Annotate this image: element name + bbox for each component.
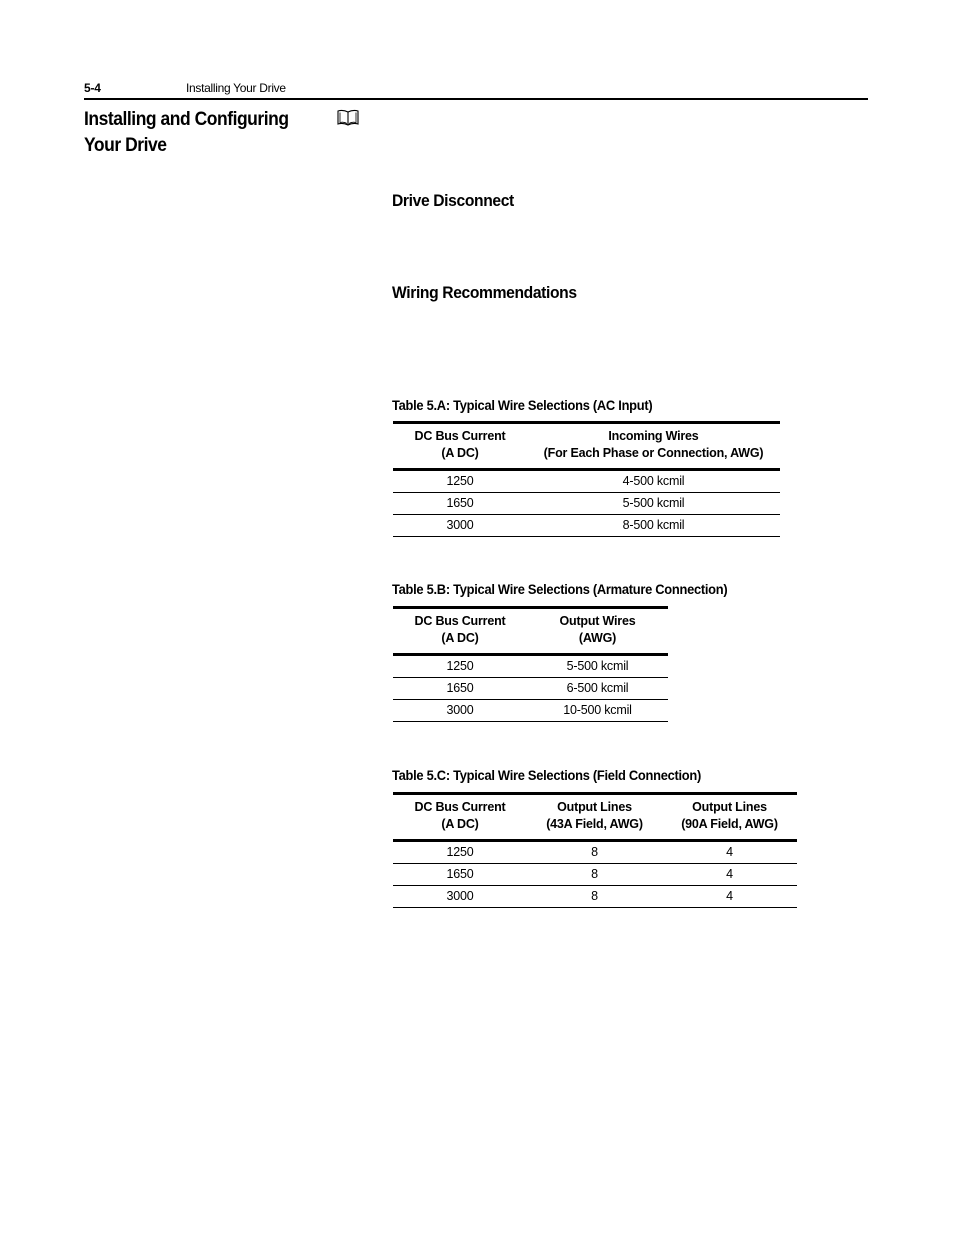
table-cell: 3000 bbox=[393, 700, 527, 722]
table-row bbox=[393, 678, 668, 700]
table-cell: 1650 bbox=[393, 678, 527, 700]
table-5b-armature bbox=[393, 606, 668, 722]
table-cell: 4 bbox=[662, 841, 797, 864]
page-number: 5-4 bbox=[84, 81, 101, 95]
table-5c-caption: Table 5.C: Typical Wire Selections (Field Connection) bbox=[392, 767, 701, 783]
table-row bbox=[393, 515, 780, 537]
table-header-row bbox=[393, 608, 668, 655]
table-row bbox=[393, 470, 780, 493]
table-cell: 1250 bbox=[393, 841, 527, 864]
table-cell: 8 bbox=[527, 886, 662, 908]
table-5b-caption: Table 5.B: Typical Wire Selections (Armature Connection) bbox=[392, 581, 728, 597]
column-header-incoming-wires: Incoming Wires (For Each Phase or Connection, AWG) bbox=[527, 423, 780, 470]
running-head: Installing Your Drive bbox=[186, 81, 286, 95]
table-header-row bbox=[393, 794, 797, 841]
table-row bbox=[393, 886, 797, 908]
table-cell: 4-500 kcmil bbox=[527, 470, 780, 493]
table-cell: 1250 bbox=[393, 655, 527, 678]
table-cell: 1650 bbox=[393, 864, 527, 886]
table-cell: 4 bbox=[662, 864, 797, 886]
table-5c-field bbox=[393, 792, 797, 908]
table-row bbox=[393, 493, 780, 515]
table-cell: 8 bbox=[527, 864, 662, 886]
book-icon bbox=[337, 109, 359, 127]
table-cell: 5-500 kcmil bbox=[527, 493, 780, 515]
table-cell: 1250 bbox=[393, 470, 527, 493]
table-row bbox=[393, 864, 797, 886]
page-header bbox=[84, 80, 868, 100]
table-5a-caption: Table 5.A: Typical Wire Selections (AC Input) bbox=[392, 397, 653, 413]
table-cell: 3000 bbox=[393, 886, 527, 908]
column-header-dc-bus-current: DC Bus Current (A DC) bbox=[393, 423, 527, 470]
table-cell: 5-500 kcmil bbox=[527, 655, 668, 678]
table-5a-ac-input bbox=[393, 421, 780, 537]
table-cell: 8-500 kcmil bbox=[527, 515, 780, 537]
column-header-output-lines-90a: Output Lines (90A Field, AWG) bbox=[662, 794, 797, 841]
table-row bbox=[393, 841, 797, 864]
section-title-line-1: Installing and Configuring bbox=[84, 109, 289, 130]
column-header-output-wires: Output Wires (AWG) bbox=[527, 608, 668, 655]
table-header-row bbox=[393, 423, 780, 470]
table-cell: 4 bbox=[662, 886, 797, 908]
table-row bbox=[393, 655, 668, 678]
table-row bbox=[393, 700, 668, 722]
table-cell: 10-500 kcmil bbox=[527, 700, 668, 722]
section-title-line-2: Your Drive bbox=[84, 135, 167, 156]
column-header-output-lines-43a: Output Lines (43A Field, AWG) bbox=[527, 794, 662, 841]
column-header-dc-bus-current: DC Bus Current (A DC) bbox=[393, 794, 527, 841]
table-cell: 3000 bbox=[393, 515, 527, 537]
table-cell: 1650 bbox=[393, 493, 527, 515]
table-cell: 8 bbox=[527, 841, 662, 864]
column-header-dc-bus-current: DC Bus Current (A DC) bbox=[393, 608, 527, 655]
section-title bbox=[84, 107, 305, 159]
table-cell: 6-500 kcmil bbox=[527, 678, 668, 700]
wiring-recommendations-heading: Wiring Recommendations bbox=[392, 283, 577, 302]
drive-disconnect-heading: Drive Disconnect bbox=[392, 191, 514, 210]
